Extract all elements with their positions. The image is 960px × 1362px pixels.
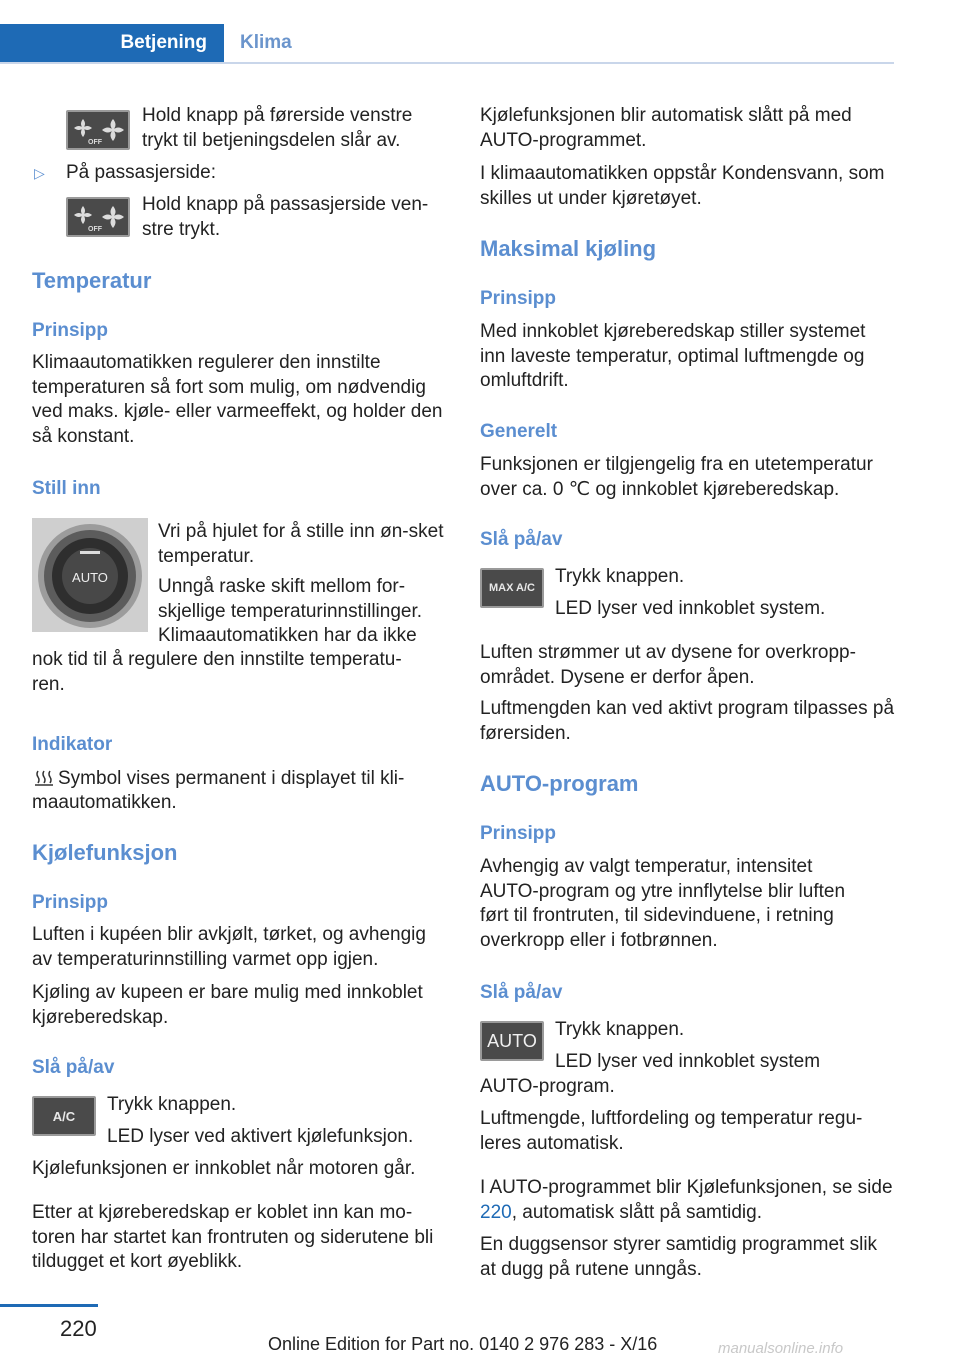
heading-maksimal-kjoling: Maksimal kjøling <box>480 236 657 261</box>
dial-label: AUTO <box>72 570 108 585</box>
heat-waves-icon <box>34 769 54 787</box>
fan-off-icon <box>70 202 126 232</box>
heading-sla-pa-av-1: Slå på/av <box>32 1057 115 1078</box>
right-intro2: I klimaautomatikken oppstår Kondensvann, som skilles ut under kjøretøyet. <box>480 163 885 209</box>
ac-text4: Etter at kjøreberedskap er koblet inn kan mo-toren har startet kan frontruten og siderutene bli tildugget et kort øyeblikk. <box>32 1202 434 1272</box>
prinsipp-3-text: Med innkoblet kjøreberedskap stiller systemet inn laveste temperatur, optimal luftmengde og omluftdrift. <box>480 321 866 391</box>
heading-indikator: Indikator <box>32 734 113 755</box>
still-inn-text2-a: Unngå raske skift mellom for- skjellige temperaturinnstillinger. Klimaautomatikken har da ikke <box>158 576 423 646</box>
still-inn-text1: Vri på hjulet for å stille inn øn-sket temperatur. <box>158 521 444 567</box>
auto-text4-a: I AUTO-programmet blir Kjølefunksjonen, se side <box>480 1177 893 1198</box>
generelt-text: Funksjonen er tilgjengelig fra en utetemperatur over ca. 0 ℃ og innkoblet kjøreberedskap. <box>480 454 873 500</box>
heading-generelt: Generelt <box>480 421 558 442</box>
auto-text3: Luftmengde, luftfordeling og temperatur regu-leres automatisk. <box>480 1108 863 1154</box>
prinsipp-text: Klimaautomatikken regulerer den innstilte temperaturen så fort som mulig, om nødvendig ved maks. kjøle- eller varmeeffekt, og holder den så konstant. <box>32 352 443 447</box>
heading-kjolefunksjon: Kjølefunksjon <box>32 840 178 865</box>
auto-text4-b: , automatisk slått på samtidig. <box>511 1201 762 1223</box>
off-passenger-text: Hold knapp på passasjerside ven-stre trykt. <box>142 194 429 240</box>
heading-prinsipp-4: Prinsipp <box>480 823 557 844</box>
ac-text3: Kjølefunksjonen er innkoblet når motoren går. <box>32 1158 416 1179</box>
footer-rule <box>0 1304 98 1307</box>
heading-sla-pa-av-3: Slå på/av <box>480 982 563 1003</box>
chapter-header <box>0 24 894 64</box>
auto-text1: Trykk knappen. <box>555 1019 685 1040</box>
still-inn-text2-b: nok tid til å regulere den innstilte temperatu- ren. <box>32 649 402 695</box>
ac-text1: Trykk knappen. <box>107 1094 237 1115</box>
heading-still-inn: Still inn <box>32 478 101 499</box>
maxac-text2: LED lyser ved innkoblet system. <box>555 598 826 619</box>
indikator-text-a: Symbol vises permanent i displayet til kli- <box>58 768 405 789</box>
temperature-dial-icon <box>32 518 148 632</box>
heading-temperatur: Temperatur <box>32 268 152 293</box>
heading-auto-program: AUTO-program <box>480 771 639 796</box>
auto-text4 <box>480 1176 895 1225</box>
tab-betjening[interactable]: Betjening <box>0 24 224 62</box>
auto-text5: En duggsensor styrer samtidig programmet slik at dugg på rutene unngås. <box>480 1234 878 1280</box>
svg-text:OFF: OFF <box>88 139 102 145</box>
page-link-220[interactable]: 220 <box>480 1201 512 1223</box>
indikator-text-b: maautomatikken. <box>32 792 177 813</box>
page-number: 220 <box>60 1316 97 1341</box>
bullet-triangle-icon: ▷ <box>34 165 45 181</box>
heading-prinsipp-2: Prinsipp <box>32 892 109 913</box>
svg-text:OFF: OFF <box>88 226 102 232</box>
heading-prinsipp-3: Prinsipp <box>480 288 557 309</box>
fan-off-button-image-passenger <box>66 197 130 237</box>
tab-klima[interactable]: Klima <box>240 32 292 53</box>
bullet-passenger: På passasjerside: <box>66 162 216 183</box>
fan-off-button-image-driver <box>66 110 130 150</box>
ac-button-image: A/C <box>32 1096 96 1136</box>
heading-sla-pa-av-2: Slå på/av <box>480 529 563 550</box>
off-driver-text: Hold knapp på førerside venstre trykt til betjeningsdelen slår av. <box>142 105 413 151</box>
maxac-text1: Trykk knappen. <box>555 566 685 587</box>
prinsipp-2-text2: Kjøling av kupeen er bare mulig med innkoblet kjøreberedskap. <box>32 982 423 1028</box>
right-intro1: Kjølefunksjonen blir automatisk slått på med AUTO-programmet. <box>480 105 852 151</box>
watermark: manualsonline.info <box>718 1340 844 1357</box>
auto-text2-a: LED lyser ved innkoblet system <box>555 1051 821 1072</box>
auto-button-image: AUTO <box>480 1021 544 1061</box>
edition-text: Online Edition for Part no. 0140 2 976 283 - X/16 <box>268 1334 658 1354</box>
heading-prinsipp: Prinsipp <box>32 320 109 341</box>
max-ac-button-image: MAX A/C <box>480 568 544 608</box>
auto-text2-b: AUTO-program. <box>480 1076 615 1097</box>
fan-off-icon <box>70 115 126 145</box>
prinsipp-2-text: Luften i kupéen blir avkjølt, tørket, og avhengig av temperaturinnstilling varmet opp igjen. <box>32 924 426 970</box>
prinsipp-4-text: Avhengig av valgt temperatur, intensitet AUTO-program og ytre innflytelse blir luften ført til frontruten, til sidevinduene, i retning overkropp eller i fotbrønnen. <box>480 856 846 951</box>
maxac-text4: Luftmengden kan ved aktivt program tilpasses på førersiden. <box>480 698 895 744</box>
temperature-dial-image <box>32 518 148 632</box>
ac-text2: LED lyser ved aktivert kjølefunksjon. <box>107 1126 414 1147</box>
maxac-text3: Luften strømmer ut av dysene for overkropp-området. Dysene er derfor åpen. <box>480 642 856 688</box>
